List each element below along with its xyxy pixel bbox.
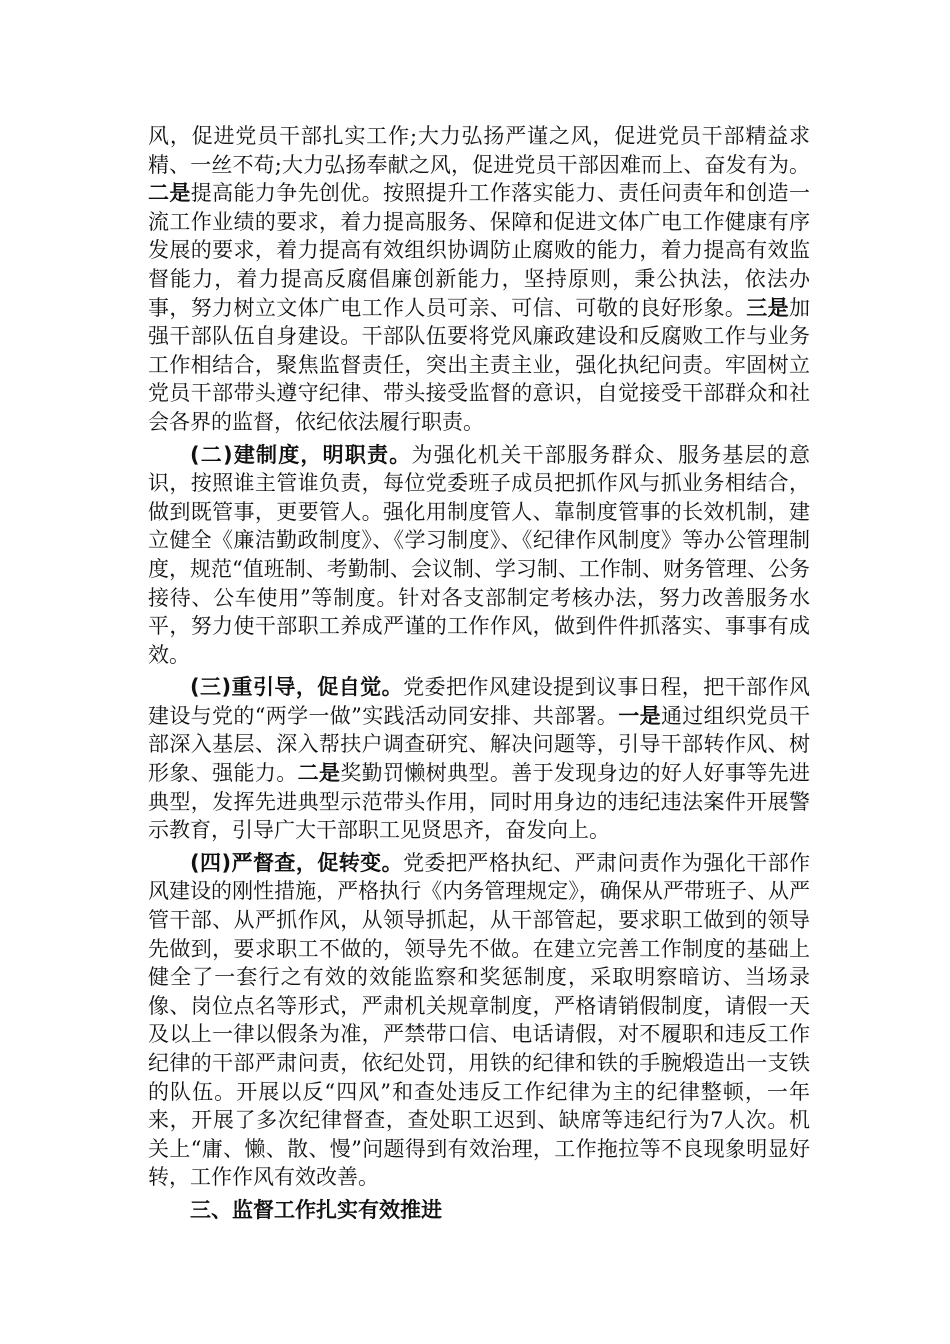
keyword-second: 二是 [297, 760, 341, 786]
paragraph-text: 党委把作风建设提到议事日程，把干部作风建设与党的“两学一做”实践活动同安排、共部署。 [148, 675, 811, 728]
subheading-build-system: (二)建制度，明职责。 [190, 442, 412, 467]
paragraph-text: 奖勤罚懒树典型。善于发现身边的好人好事等先进典型，发挥先进典型示范带头作用，同时用身边的违纪违法案件开展警示教育，引导广大干部职工见贤思齐，奋发向上。 [148, 761, 811, 843]
subheading-supervision: (四)严督查，促转变。 [190, 850, 404, 875]
keyword-first: 一是 [618, 702, 661, 728]
paragraph-build-system [148, 441, 810, 670]
paragraph-text: 风，促进党员干部扎实工作;大力弘扬严谨之风，促进党员干部精益求精、一丝不苟;大力弘扬奉献之风，促进党员干部因难而上、奋发有为。 [148, 124, 810, 177]
paragraph-text: 党委把严格执纪、严肃问责作为强化干部作风建设的刚性措施，严格执行《内务管理规定》，确保从严带班子、从严管干部、从严抓作风，从领导抓起，从干部管起，要求职工做到的领导先做到，要求职工不做的，领导先不做。在建立完善工作制度的基础上健全了一套行之有效的效能监察和奖惩制度，采取明察暗访、当场录像、岗位点名等形式，严肃机关规章制度，严格请销假制度，请假一天及以上一律以假条为准，严禁带口信、电话请假，对不履职和违反工作纪律的干部严肃问责，依纪处罚，用铁的纪律和铁的手腕煅造出一支铁的队伍。开展以反“四风”和查处违反工作纪律为主的纪律整顿，一年来，开展了多次纪律督查，查处职工迟到、缺席等违纪行为7人次。机关上“庸、懒、散、慢”问题得到有效治理，工作拖拉等不良现象明显好转，工作作风有效改善。 [148, 850, 811, 1190]
paragraph-text: 为强化机关干部服务群众、服务基层的意识，按照谁主管谁负责，每位党委班子成员把抓作风与抓业务相结合，做到既管事，更要管人。强化用制度管人、靠制度管事的长效机制，建立健全《廉洁勤政制度》、《学习制度》、《纪律作风制度》等办公管理制度，规范“值班制、考勤制、会议制、学习制、工作制、财务管理、公务接待、公车使用”等制度。针对各支部制定考核办法，努力改善服务水平，努力使干部职工养成严谨的工作作风，做到件件抓落实、事事有成效。 [148, 442, 811, 667]
document-page [148, 122, 810, 1225]
keyword-third: 三是 [746, 294, 789, 320]
paragraph-supervision [148, 849, 810, 1192]
paragraph-text: 通过组织党员干部深入基层、深入帮扶户调查研究、解决问题等，引导干部转作风、树形象、强能力。 [148, 703, 811, 786]
keyword-second: 二是 [148, 180, 191, 206]
subheading-guidance: (三)重引导，促自觉。 [190, 675, 404, 700]
section-heading: 三、监督工作扎实有效推进 [190, 1197, 442, 1222]
paragraph-text: 提高能力争先创优。按照提升工作落实能力、责任问责年和创造一流工作业绩的要求，着力提高服务、保障和促进文体广电工作健康有序发展的要求，着力提高有效组织协调防止腐败的能力，着力提高有效监督能力，着力提高反腐倡廉创新能力，坚持原则，秉公执法，依法办事，努力树立文体广电工作人员可亲、可信、可敬的良好形象。 [148, 181, 810, 320]
paragraph-text: 加强干部队伍自身建设。干部队伍要将党风廉政建设和反腐败工作与业务工作相结合，聚焦监督责任，突出主责主业，强化执纪问责。牢固树立党员干部带头遵守纪律、带头接受监督的意识，自觉接受干部群众和社会各界的监督，依纪依法履行职责。 [148, 295, 810, 434]
paragraph-guidance [148, 673, 810, 845]
paragraph-continuation [148, 122, 810, 437]
